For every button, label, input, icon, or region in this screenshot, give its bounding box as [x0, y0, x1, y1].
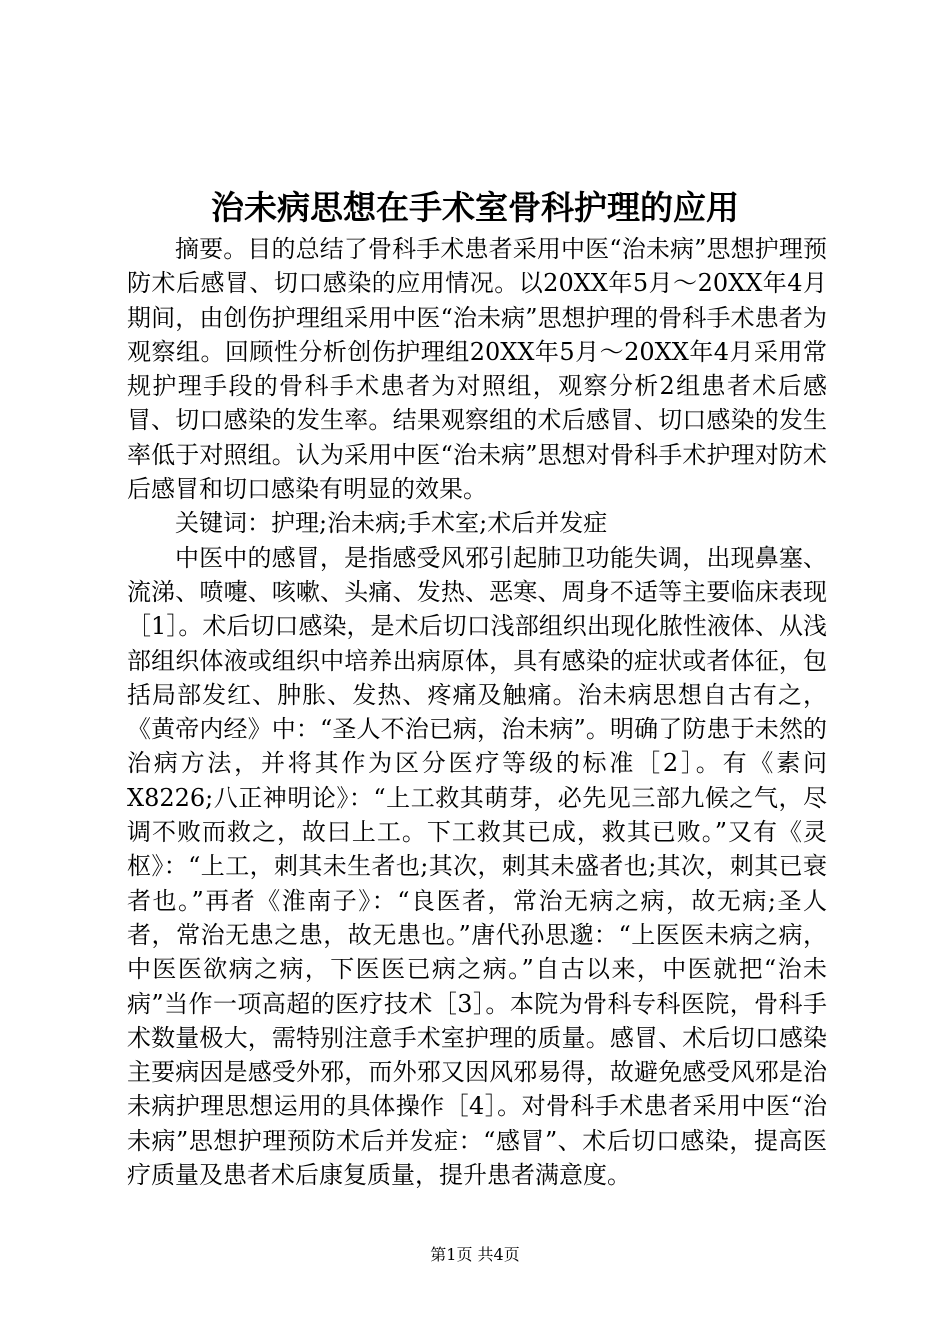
page-footer: 第1页 共4页 [430, 1245, 520, 1264]
keywords-paragraph: 关键词：护理;治未病;手术室;术后并发症 [175, 509, 608, 538]
body-paragraph: 中医中的感冒，是指感受风邪引起肺卫功能失调，出现鼻塞、流涕、喷嚏、咳嗽、头痛、发热、恶寒、周身不适等主要临床表现［1］。术后切口感染，是术后切口浅部组织出现化脓性液体、从浅部组织体液或组织中培养出病原体，具有感染的症状或者体征，包括局部发红、肿胀、发热、疼痛及触痛。治未病思想自古有之，《黄帝内经》中：“圣人不治已病，治未病”。明确了防患于未然的治病方法，并将其作为区分医疗等级的标准［2］。有《素问X8226;八正神明论》：“上工救其萌芽，必先见三部九候之气，尽调不败而救之，故曰上工。下工救其已成，救其已败。”又有《灵枢》：“上工，刺其未生者也;其次，刺其未盛者也;其次，刺其已衰者也。”再者《淮南子》：“良医者，常治无病之病，故无病;圣人者，常治无患之患，故无患也。”唐代孙思邈：“上医医未病之病，中医医欲病之病，下医医已病之病。”自古以来，中医就把“治未病”当作一项高超的医疗技术［3］。本院为骨科专科医院，骨科手术数量极大，需特别注意手术室护理的质量。感冒、术后切口感染主要病因是感受外邪，而外邪又因风邪易得，故避免感受风邪是治未病护理思想运用的具体操作［4］。对骨科手术患者采用中医“治未病”思想护理预防术后并发症：“感冒”、术后切口感染，提高医疗质量及患者术后康复质量，提升患者满意度。 [127, 543, 827, 1190]
document-body [127, 232, 827, 1192]
abstract-paragraph: 摘要。目的总结了骨科手术患者采用中医“治未病”思想护理预防术后感冒、切口感染的应用情况。以20XX年5月～20XX年4月期间，由创伤护理组采用中医“治未病”思想护理的骨科手术患者为观察组。回顾性分析创伤护理组20XX年5月～20XX年4月采用常规护理手段的骨科手术患者为对照组，观察分析2组患者术后感冒、切口感染的发生率。结果观察组的术后感冒、切口感染的发生率低于对照组。认为采用中医“治未病”思想对骨科手术护理对防术后感冒和切口感染有明显的效果。 [127, 235, 827, 504]
document-title: 治未病思想在手术室骨科护理的应用 [211, 188, 739, 227]
